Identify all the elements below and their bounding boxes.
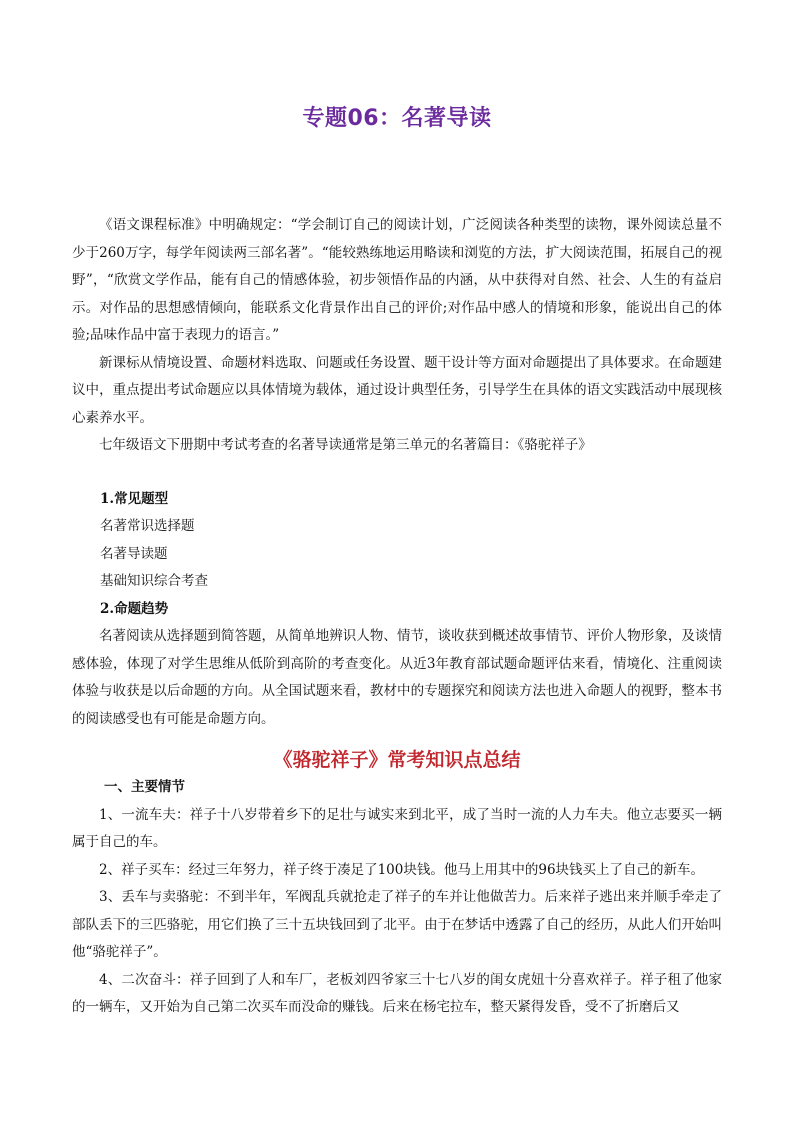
- trend-paragraph: 名著阅读从选择题到简答题，从简单地辨识人物、情节，谈收获到概述故事情节、评价人物形象，及谈情感体验，体现了对学生思维从低阶到高阶的考查变化。从近3年教育部试题命题评估来看，情境化、注重阅读体验与收获是以后命题的方向。从全国试题来看，教材中的专题探究和阅读方法也进入命题人的视野，整本书的阅读感受也有可能是命题方向。: [72, 628, 722, 727]
- list-item: 名著常识选择题: [100, 518, 195, 534]
- list-item: 基础知识综合考查: [100, 573, 208, 589]
- spacer: [72, 460, 722, 486]
- plot-item: 1、一流车夫：祥子十八岁带着乡下的足壮与诚实来到北平，成了当时一流的人力车夫。他立志要买一辆属于自己的车。: [72, 806, 722, 850]
- plot-item: 2、祥子买车：经过三年努力，祥子终于凑足了100块钱。他马上用其中的96块钱买上了自己的新车。: [99, 861, 705, 878]
- summary-title: 《骆驼祥子》常考知识点总结: [273, 749, 521, 771]
- intro-paragraph-2: 新课标从情境设置、命题材料选取、问题或任务设置、题干设计等方面对命题提出了具体要求。在命题建议中，重点提出考试命题应以具体情境为载体，通过设计典型任务，引导学生在具体的语文实践活动中展现核心素养水平。: [72, 354, 722, 426]
- plot-item: 3、丢车与卖骆驼：不到半年，军阀乱兵就抢走了祥子的车并让他做苦力。后来祥子逃出来并顺手牵走了部队丢下的三匹骆驼，用它们换了三十五块钱回到了北平。由于在梦话中透露了自己的经历，从此人们开始叫他“骆驼祥子”。: [72, 889, 722, 960]
- section-heading-trend: 2.命题趋势: [100, 600, 169, 617]
- section-heading-question-types: 1.常见题型: [100, 490, 169, 507]
- plot-section-heading: 一、主要情节: [104, 779, 185, 795]
- list-item: 名著导读题: [100, 545, 168, 562]
- intro-paragraph-3: 七年级语文下册期中考试考查的名著导读通常是第三单元的名著篇目：《骆驼祥子》: [99, 437, 592, 453]
- summary-section: [72, 774, 722, 1022]
- page-title: 专题06：名著导读: [302, 106, 492, 131]
- intro-section: [72, 212, 722, 733]
- plot-item: 4、二次奋斗：祥子回到了人和车厂，老板刘四爷家三十七八岁的闺女虎妞十分喜欢祥子。祥子租了他家的一辆车，又开始为自己第二次买车而没命的赚钱。后来在杨宅拉车，整天紧得发昏，受不了折磨后又: [72, 971, 722, 1015]
- intro-paragraph-1: 《语文课程标准》中明确规定：“学会制订自己的阅读计划，广泛阅读各种类型的读物，课外阅读总量不少于260万字，每学年阅读两三部名著”。“能较熟练地运用略读和浏览的方法，扩大阅读范围，拓展自己的视野”，“欣赏文学作品，能有自己的情感体验，初步领悟作品的内涵，从中获得对自然、社会、人生的有益启示。对作品的思想感情倾向，能联系文化背景作出自己的评价;对作品中感人的情境和形象，能说出自己的体验;品味作品中富于表现力的语言。”: [72, 217, 722, 343]
